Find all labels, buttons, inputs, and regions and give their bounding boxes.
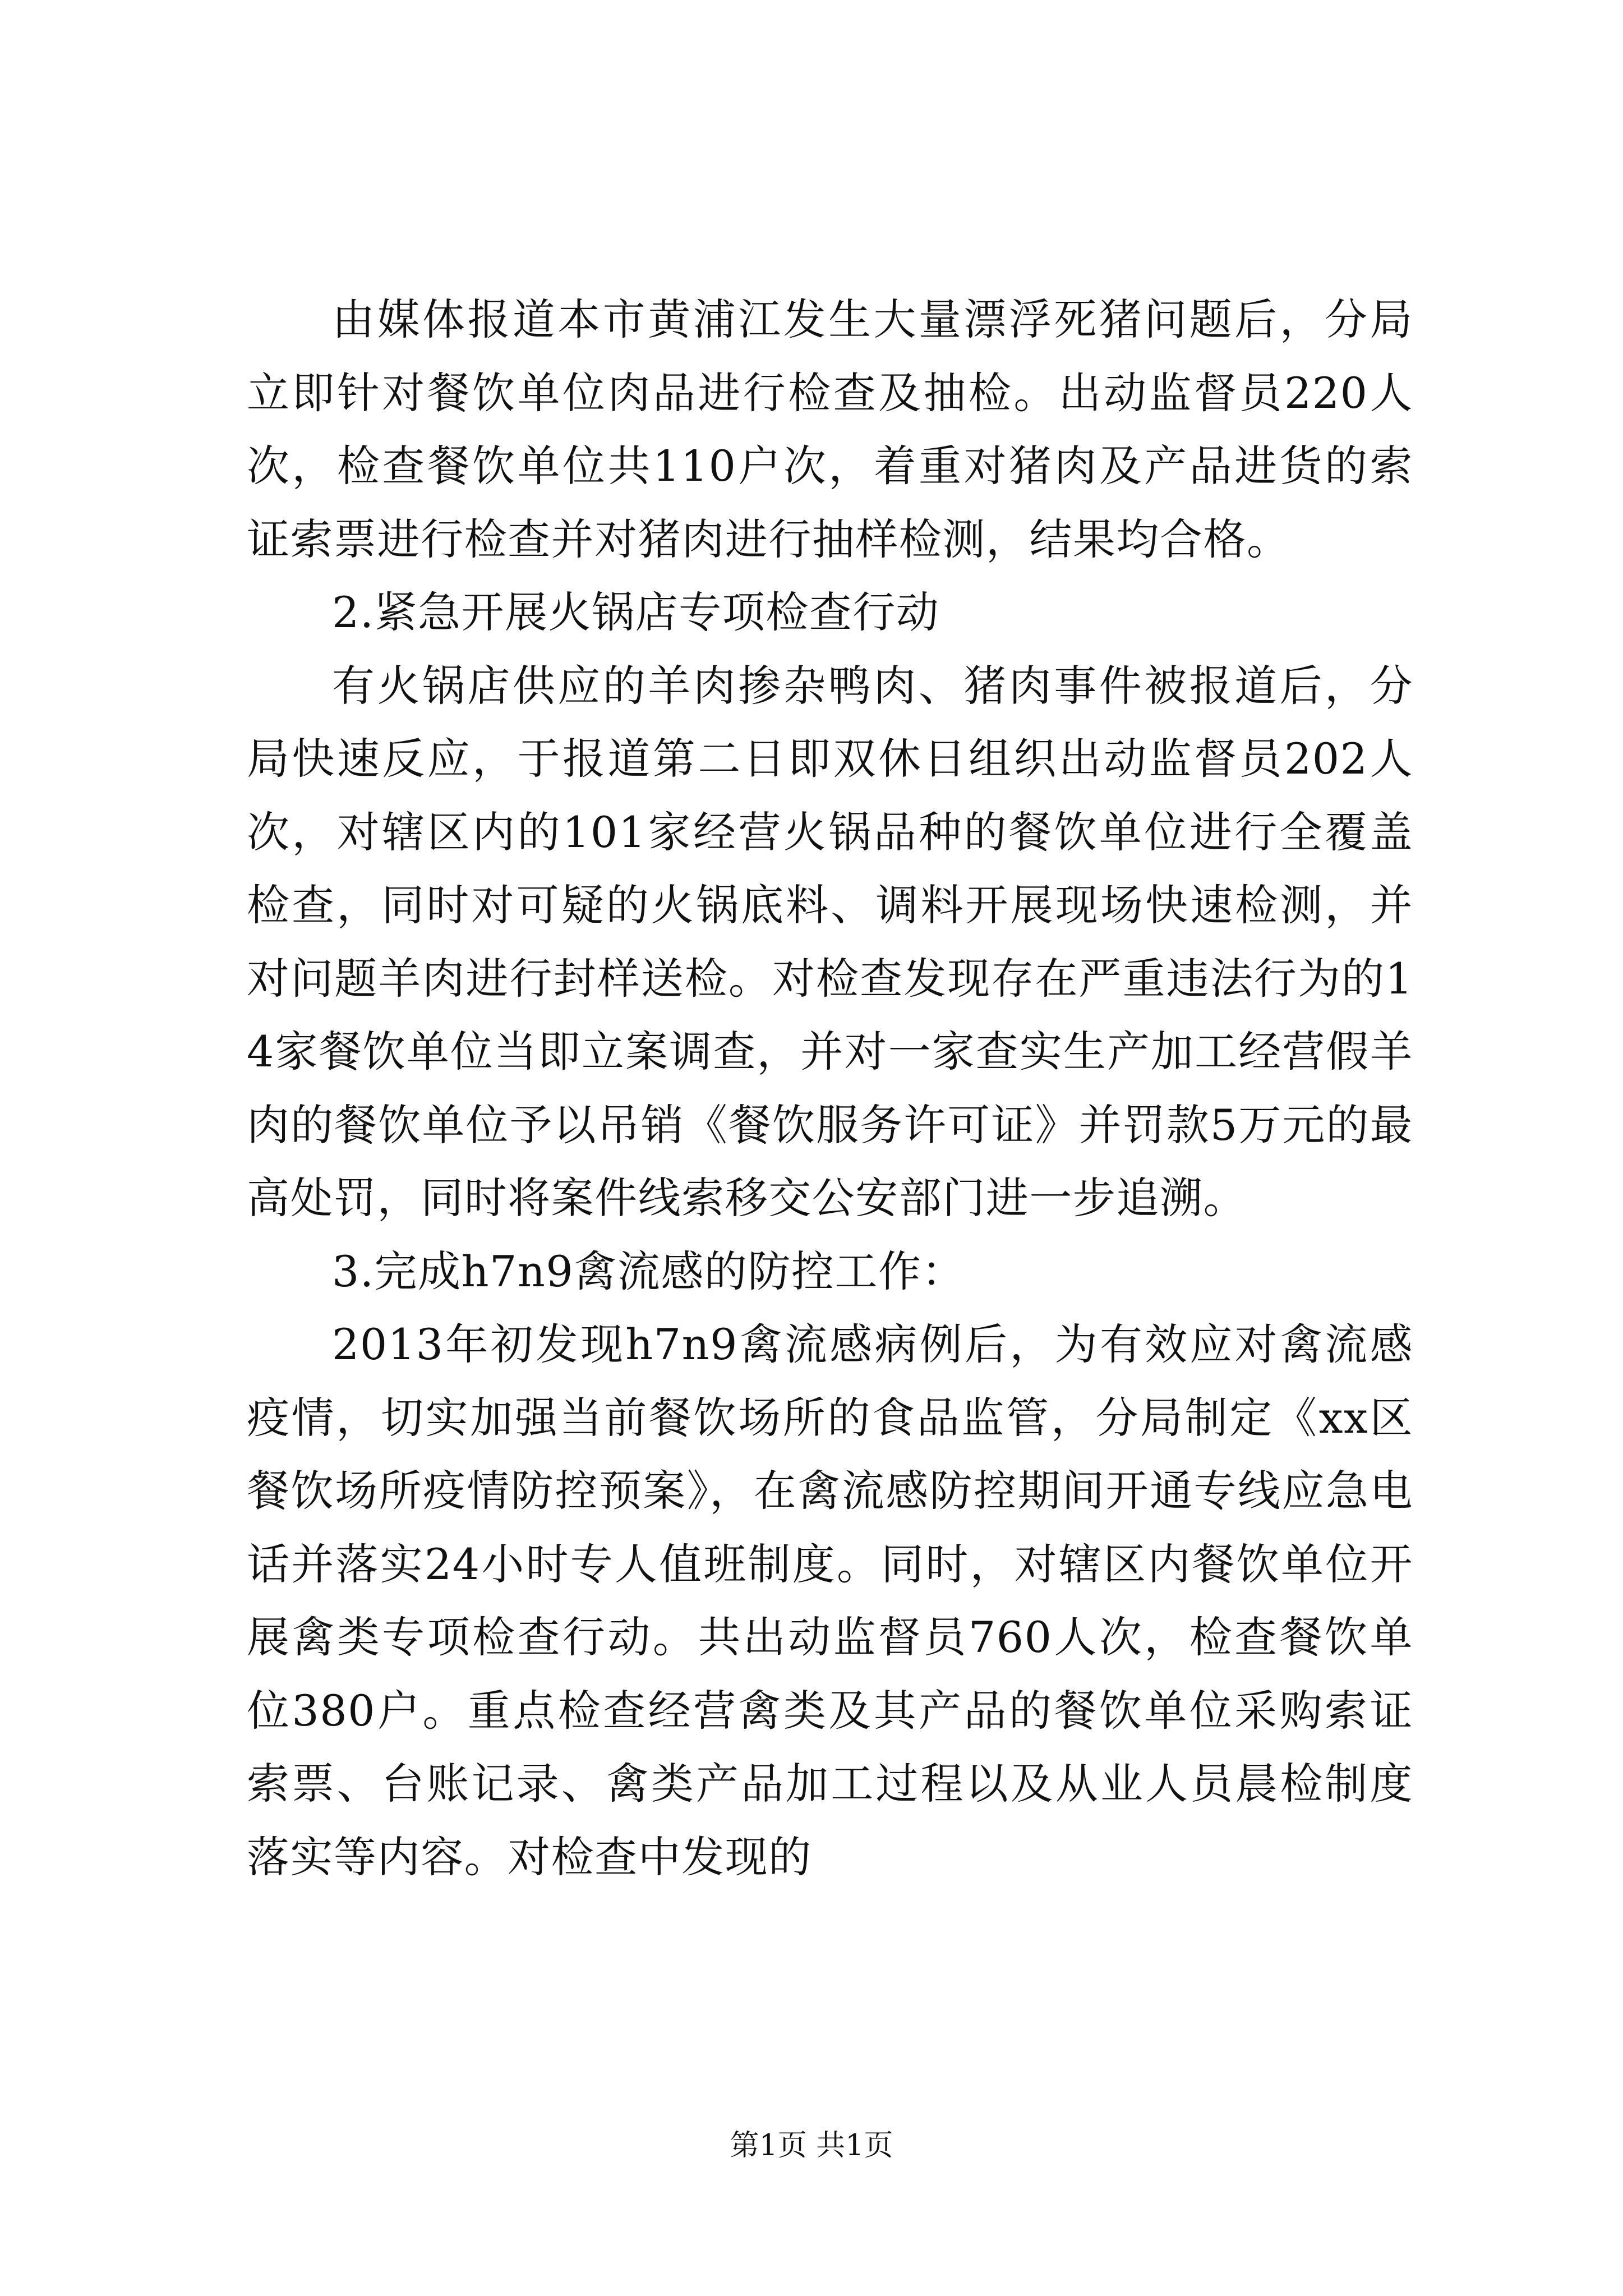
paragraph-pork-inspection: 由媒体报道本市黄浦江发生大量漂浮死猪问题后，分局立即针对餐饮单位肉品进行检查及抽检。出动监督员220人次，检查餐饮单位共110户次，着重对猪肉及产品进货的索证索票进行检查并对猪肉进行抽样检测，结果均合格。 <box>247 295 1413 564</box>
section-heading-h7n9: 3.完成h7n9禽流感的防控工作： <box>332 1246 965 1296</box>
paragraph-hotpot-inspection: 有火锅店供应的羊肉掺杂鸭肉、猪肉事件被报道后，分局快速反应，于报道第二日即双休日组织出动监督员202人次，对辖区内的101家经营火锅品种的餐饮单位进行全覆盖检查，同时对可疑的火锅底料、调料开展现场快速检测，并对问题羊肉进行封样送检。对检查发现存在严重违法行为的14家餐饮单位当即立案调查，并对一家查实生产加工经营假羊肉的餐饮单位予以吊销《餐饮服务许可证》并罚款5万元的最高处罚，同时将案件线索移交公安部门进一步追溯。 <box>247 660 1413 1223</box>
section-heading-hotpot: 2.紧急开展火锅店专项检查行动 <box>332 587 940 637</box>
page-footer: 第1页 共1页 <box>730 2129 893 2162</box>
paragraph-h7n9-prevention: 2013年初发现h7n9禽流感病例后，为有效应对禽流感疫情，切实加强当前餐饮场所的食品监管，分局制定《xx区餐饮场所疫情防控预案》，在禽流感防控期间开通专线应急电话并落实24小时专人值班制度。同时，对辖区内餐饮单位开展禽类专项检查行动。共出动监督员760人次，检查餐饮单位380户。重点检查经营禽类及其产品的餐饮单位采购索证索票、台账记录、禽类产品加工过程以及从业人员晨检制度落实等内容。对检查中发现的 <box>247 1319 1413 1882</box>
document-body <box>247 283 1413 1894</box>
